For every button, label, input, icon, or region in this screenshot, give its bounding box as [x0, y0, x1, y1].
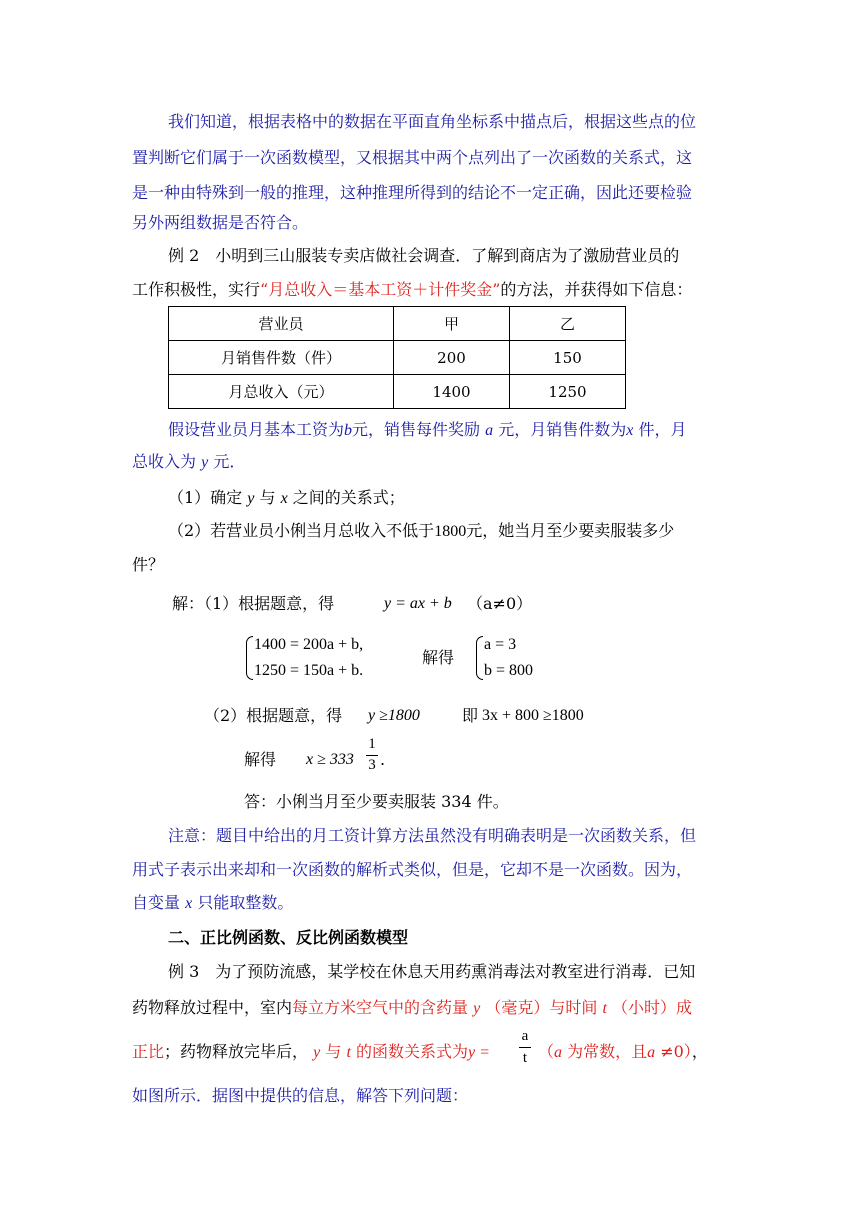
result-b: b = 800	[484, 662, 534, 679]
highlight-text: 的函数关系式为	[355, 1042, 468, 1061]
result-a: a = 3	[484, 636, 517, 653]
question-2	[168, 521, 674, 542]
paragraph-line: 是一种由特殊到一般的推理，这种推理所得到的结论不一定正确，因此还要检验	[132, 183, 693, 202]
table-cell: 月销售件数（件）	[169, 341, 394, 375]
assumption-line	[168, 420, 686, 441]
info-table	[168, 306, 626, 409]
condition: （a≠0）	[467, 594, 533, 613]
text: 与	[259, 488, 276, 507]
var: y	[247, 490, 255, 507]
equation: y = ax + b	[384, 595, 452, 612]
equation: y =	[468, 1044, 490, 1061]
that-is: 即	[462, 706, 479, 725]
highlight-text: 与	[325, 1042, 342, 1061]
fraction-bar	[519, 1047, 531, 1048]
section-heading: 二、正比例函数、反比例函数模型	[168, 928, 409, 947]
question-1	[168, 488, 405, 509]
note-line: 注意：题目中给出的月工资计算方法虽然没有明确表明是一次函数关系，但	[168, 826, 697, 845]
text: 工作积极性，实行	[132, 280, 261, 299]
left-brace	[476, 636, 483, 680]
question-2-cont: 件？	[132, 555, 165, 574]
table-row	[169, 375, 626, 409]
solve-label: 解得	[244, 750, 277, 769]
table-cell: 甲	[394, 307, 510, 341]
highlight-text: 正比	[132, 1042, 165, 1061]
inequality-2: 3x + 800 ≥1800	[482, 707, 584, 724]
example3-line: 如图所示．据图中提供的信息，解答下列问题：	[132, 1086, 469, 1105]
text: 解：（1）根据题意，得	[172, 594, 335, 613]
var: a	[485, 422, 494, 439]
text: 之间的关系式；	[292, 488, 405, 507]
text: 自变量	[132, 893, 181, 912]
text: 的方法，并获得如下信息：	[500, 280, 693, 299]
inequality: y ≥1800	[368, 707, 420, 724]
fraction-numerator: 1	[368, 736, 376, 752]
paragraph-line: 我们知道，根据表格中的数据在平面直角坐标系中描点后，根据这些点的位	[168, 112, 697, 131]
solve-label: 解得	[422, 648, 455, 667]
table-cell: 1250	[510, 375, 626, 409]
period: .	[380, 750, 386, 769]
paragraph-line: 置判断它们属于一次函数模型，又根据其中两个点列出了一次函数的关系式，这	[132, 148, 693, 167]
example2-line	[132, 280, 692, 300]
text: 元．	[213, 452, 246, 471]
highlight-text: “月总收入＝基本工资＋计件奖金”	[260, 280, 501, 299]
var: x	[280, 490, 288, 507]
example3-line	[132, 1042, 490, 1063]
table-cell: 营业员	[169, 307, 394, 341]
text: 件，月	[638, 420, 687, 439]
text: 为常数，且	[567, 1042, 648, 1061]
system-eq-2: 1250 = 150a + b.	[254, 662, 364, 679]
var: y	[473, 1000, 481, 1017]
text: 药物释放过程中，室内	[132, 998, 293, 1017]
text: 假设营业员月基本工资为	[168, 420, 345, 439]
table-cell: 月总收入（元）	[169, 375, 394, 409]
text: 总收入为	[132, 452, 197, 471]
text: （2）若营业员小俐当月总收入不低于	[168, 521, 435, 540]
table-cell: 1400	[394, 375, 510, 409]
text: 元，销售每件奖励	[352, 420, 481, 439]
text: ≠0）	[660, 1042, 692, 1061]
var: y	[201, 454, 209, 471]
text: 元，月销售件数为	[498, 420, 627, 439]
example3-line: 例 3 为了预防流感，某学校在休息天用药熏消毒法对教室进行消毒．已知	[168, 962, 696, 981]
solution-1	[172, 594, 334, 614]
highlight-text: 每立方米空气中的含药量	[292, 998, 469, 1017]
left-brace	[246, 636, 253, 680]
text: 只能取整数。	[197, 893, 294, 912]
table-cell: 150	[510, 341, 626, 375]
text: （	[538, 1042, 555, 1061]
highlight-text: （毫克）与时间	[485, 998, 598, 1017]
answer: 答：小俐当月至少要卖服装 334 件。	[244, 792, 509, 811]
text: （1）确定	[168, 488, 243, 507]
text: ；药物释放完毕后，	[164, 1042, 309, 1061]
note-line: 用式子表示出来却和一次函数的解析式类似，但是，它却不是一次函数。因为，	[132, 860, 693, 879]
var: t	[346, 1044, 351, 1061]
number: 1800	[434, 523, 467, 540]
example3-line	[132, 998, 692, 1019]
var: t	[602, 1000, 607, 1017]
var: x	[185, 895, 193, 912]
var: a	[554, 1044, 563, 1061]
assumption-line	[132, 452, 245, 473]
fraction-bar	[366, 755, 378, 756]
var: a	[647, 1044, 656, 1061]
table-row	[169, 341, 626, 375]
text: 元，她当月至少要卖服装多少	[466, 521, 675, 540]
condition	[538, 1042, 708, 1063]
fraction-numerator: a	[521, 1028, 529, 1044]
solution-2: （2）根据题意，得	[204, 706, 343, 725]
system-eq-1: 1400 = 200a + b,	[254, 636, 364, 653]
table-cell: 乙	[510, 307, 626, 341]
table-row	[169, 307, 626, 341]
note-line	[132, 893, 293, 914]
fraction-denominator: 3	[368, 757, 376, 773]
example2-line: 例 2 小明到三山服装专卖店做社会调查．了解到商店为了激励营业员的	[168, 246, 680, 265]
text: ，	[691, 1042, 708, 1061]
var: x	[626, 422, 634, 439]
var: y	[313, 1044, 321, 1061]
result-inequality: x ≥ 333	[306, 751, 354, 768]
paragraph-line: 另外两组数据是否符合。	[132, 213, 309, 232]
fraction-denominator: t	[522, 1050, 528, 1066]
var: b	[344, 422, 353, 439]
highlight-text: （小时）成	[611, 998, 692, 1017]
table-cell: 200	[394, 341, 510, 375]
